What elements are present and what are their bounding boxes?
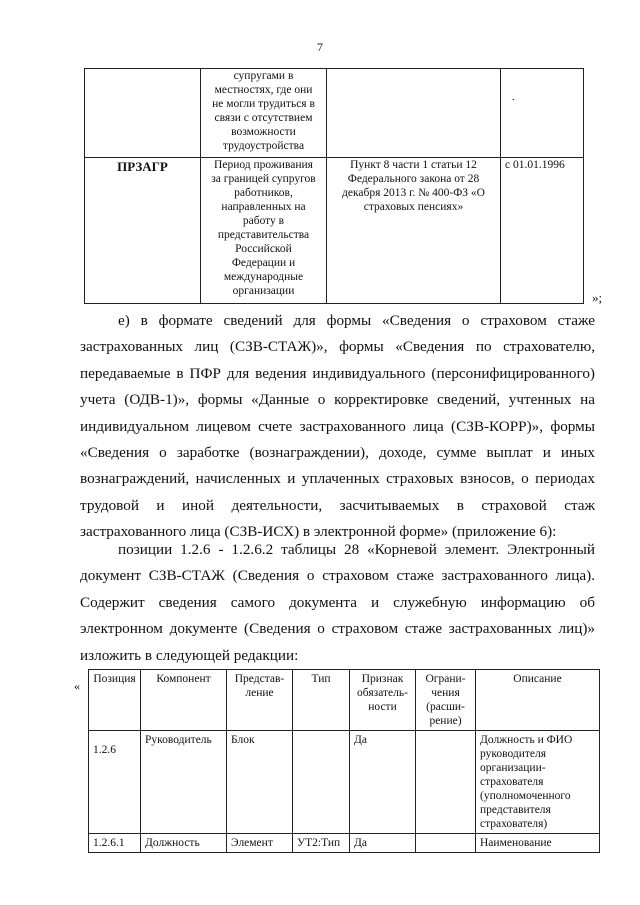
column-header: Позиция [89, 670, 141, 731]
paragraph-line: вознаграждений, начисленных и уплаченных страховых взносов, о периодах [80, 470, 595, 488]
text-line: работников, [234, 187, 293, 199]
code-cell: ПРЗАГР [85, 158, 201, 304]
paragraph-line: е) в формате сведений для формы «Сведения о страховом стаже [118, 312, 595, 329]
table-cell [416, 731, 476, 834]
date-cell [501, 69, 584, 158]
paragraph-line: позиции 1.2.6 - 1.2.6.2 таблицы 28 «Корневой элемент. Электронный [118, 541, 595, 558]
paragraph-line: документ СЗВ-СТАЖ (Сведения о страховом стаже застрахованного лица). [80, 567, 595, 585]
column-header: Представ- ление [227, 670, 293, 731]
closing-quote: »; [592, 290, 603, 305]
text-line: направленных на [221, 201, 306, 213]
column-header: Тип [293, 670, 350, 731]
column-header: Ограни- чения (расши- рение) [416, 670, 476, 731]
text-line: Российской [235, 243, 292, 255]
page-number: 7 [317, 40, 323, 54]
text-line: Пункт 8 части 1 статьи 12 [350, 159, 477, 171]
table-cell: Руководитель [141, 731, 227, 834]
column-header: Компонент [141, 670, 227, 731]
table-cell: Элемент [227, 834, 293, 853]
table-row [85, 158, 584, 304]
text-line: работу в [242, 215, 285, 227]
table-header-row [89, 670, 600, 731]
table-cell: Наименование [476, 834, 600, 853]
paragraph-line: «Сведения о заработке (вознаграждении), доходе, сумме выплат и иных [80, 444, 595, 462]
paragraph-line: электронном документе (Сведения о страховом стаже застрахованных лиц)» [80, 620, 595, 638]
table-row [89, 731, 600, 834]
text-line: Федерации и [231, 257, 296, 269]
paragraph-line: застрахованных лиц (СЗВ-СТАЖ)», формы «Сведения по страхователю, [80, 338, 595, 356]
text-line: декабря 2013 г. № 400-ФЗ «О [342, 187, 485, 199]
description-cell [201, 158, 327, 304]
text-line: не могли трудиться в [212, 98, 315, 110]
table-cell [293, 731, 350, 834]
dot-mark: . [512, 91, 515, 103]
paragraph-line: передаваемые в ПФР для ведения индивидуального (персонифицированного) [80, 364, 595, 382]
table-row [85, 69, 584, 158]
text-line: связи с отсутствием [214, 112, 313, 124]
text-line: международные [223, 271, 304, 283]
table-cell: Должность [141, 834, 227, 853]
elements-table [88, 669, 600, 853]
date-cell: с 01.01.1996 [501, 158, 584, 304]
text-line: Период проживания [214, 159, 313, 171]
opening-quote: « [74, 679, 80, 693]
text-line: организации [232, 285, 295, 297]
table-cell [416, 834, 476, 853]
basis-cell [327, 158, 501, 304]
text-line: представительства [217, 229, 310, 241]
text-line: местностях, где они [214, 84, 313, 96]
paragraph-format-description [80, 308, 595, 546]
paragraph-line: Содержит сведения самого документа и служебную информацию об [80, 593, 595, 611]
text-line: возможности [231, 126, 296, 138]
table-cell: Должность и ФИО руководителя организации- страхователя (уполномоченного представителя страхователя) [476, 731, 600, 834]
column-header: Признак обязатель- ности [350, 670, 416, 731]
paragraph-positions-change [80, 537, 595, 669]
paragraph-line: учета (ОДВ-1)», формы «Данные о корректировке сведений, учтенных на [80, 391, 595, 409]
text-line: страховых пенсиях» [363, 201, 464, 213]
table-cell: Блок [227, 731, 293, 834]
text-line: трудоустройства [222, 140, 305, 152]
table-cell: УТ2:Тип [293, 834, 350, 853]
table-cell: Да [350, 731, 416, 834]
text-line: за границей супругов [211, 173, 316, 185]
description-cell [201, 69, 327, 158]
paragraph-line: изложить в следующей редакции: [80, 646, 299, 664]
text-line: Федерального закона от 28 [347, 173, 480, 185]
table-cell: 1.2.6.1 [89, 834, 141, 853]
code-cell [85, 69, 201, 158]
text-line: супругами в [233, 70, 294, 82]
periods-table [84, 68, 584, 304]
column-header: Описание [476, 670, 600, 731]
table-cell: 1.2.6 [89, 731, 141, 834]
table-cell: Да [350, 834, 416, 853]
paragraph-line: индивидуальном лицевом счете застрахованного лица (СЗВ-КОРР)», формы [80, 417, 595, 435]
paragraph-line: застрахованного лица (СЗВ-ИСХ) в электронной форме» (приложение 6): [80, 523, 557, 541]
paragraph-line: трудовой и иной деятельности, засчитываемых в страховой стаж [80, 496, 595, 514]
table-row [89, 834, 600, 853]
basis-cell [327, 69, 501, 158]
